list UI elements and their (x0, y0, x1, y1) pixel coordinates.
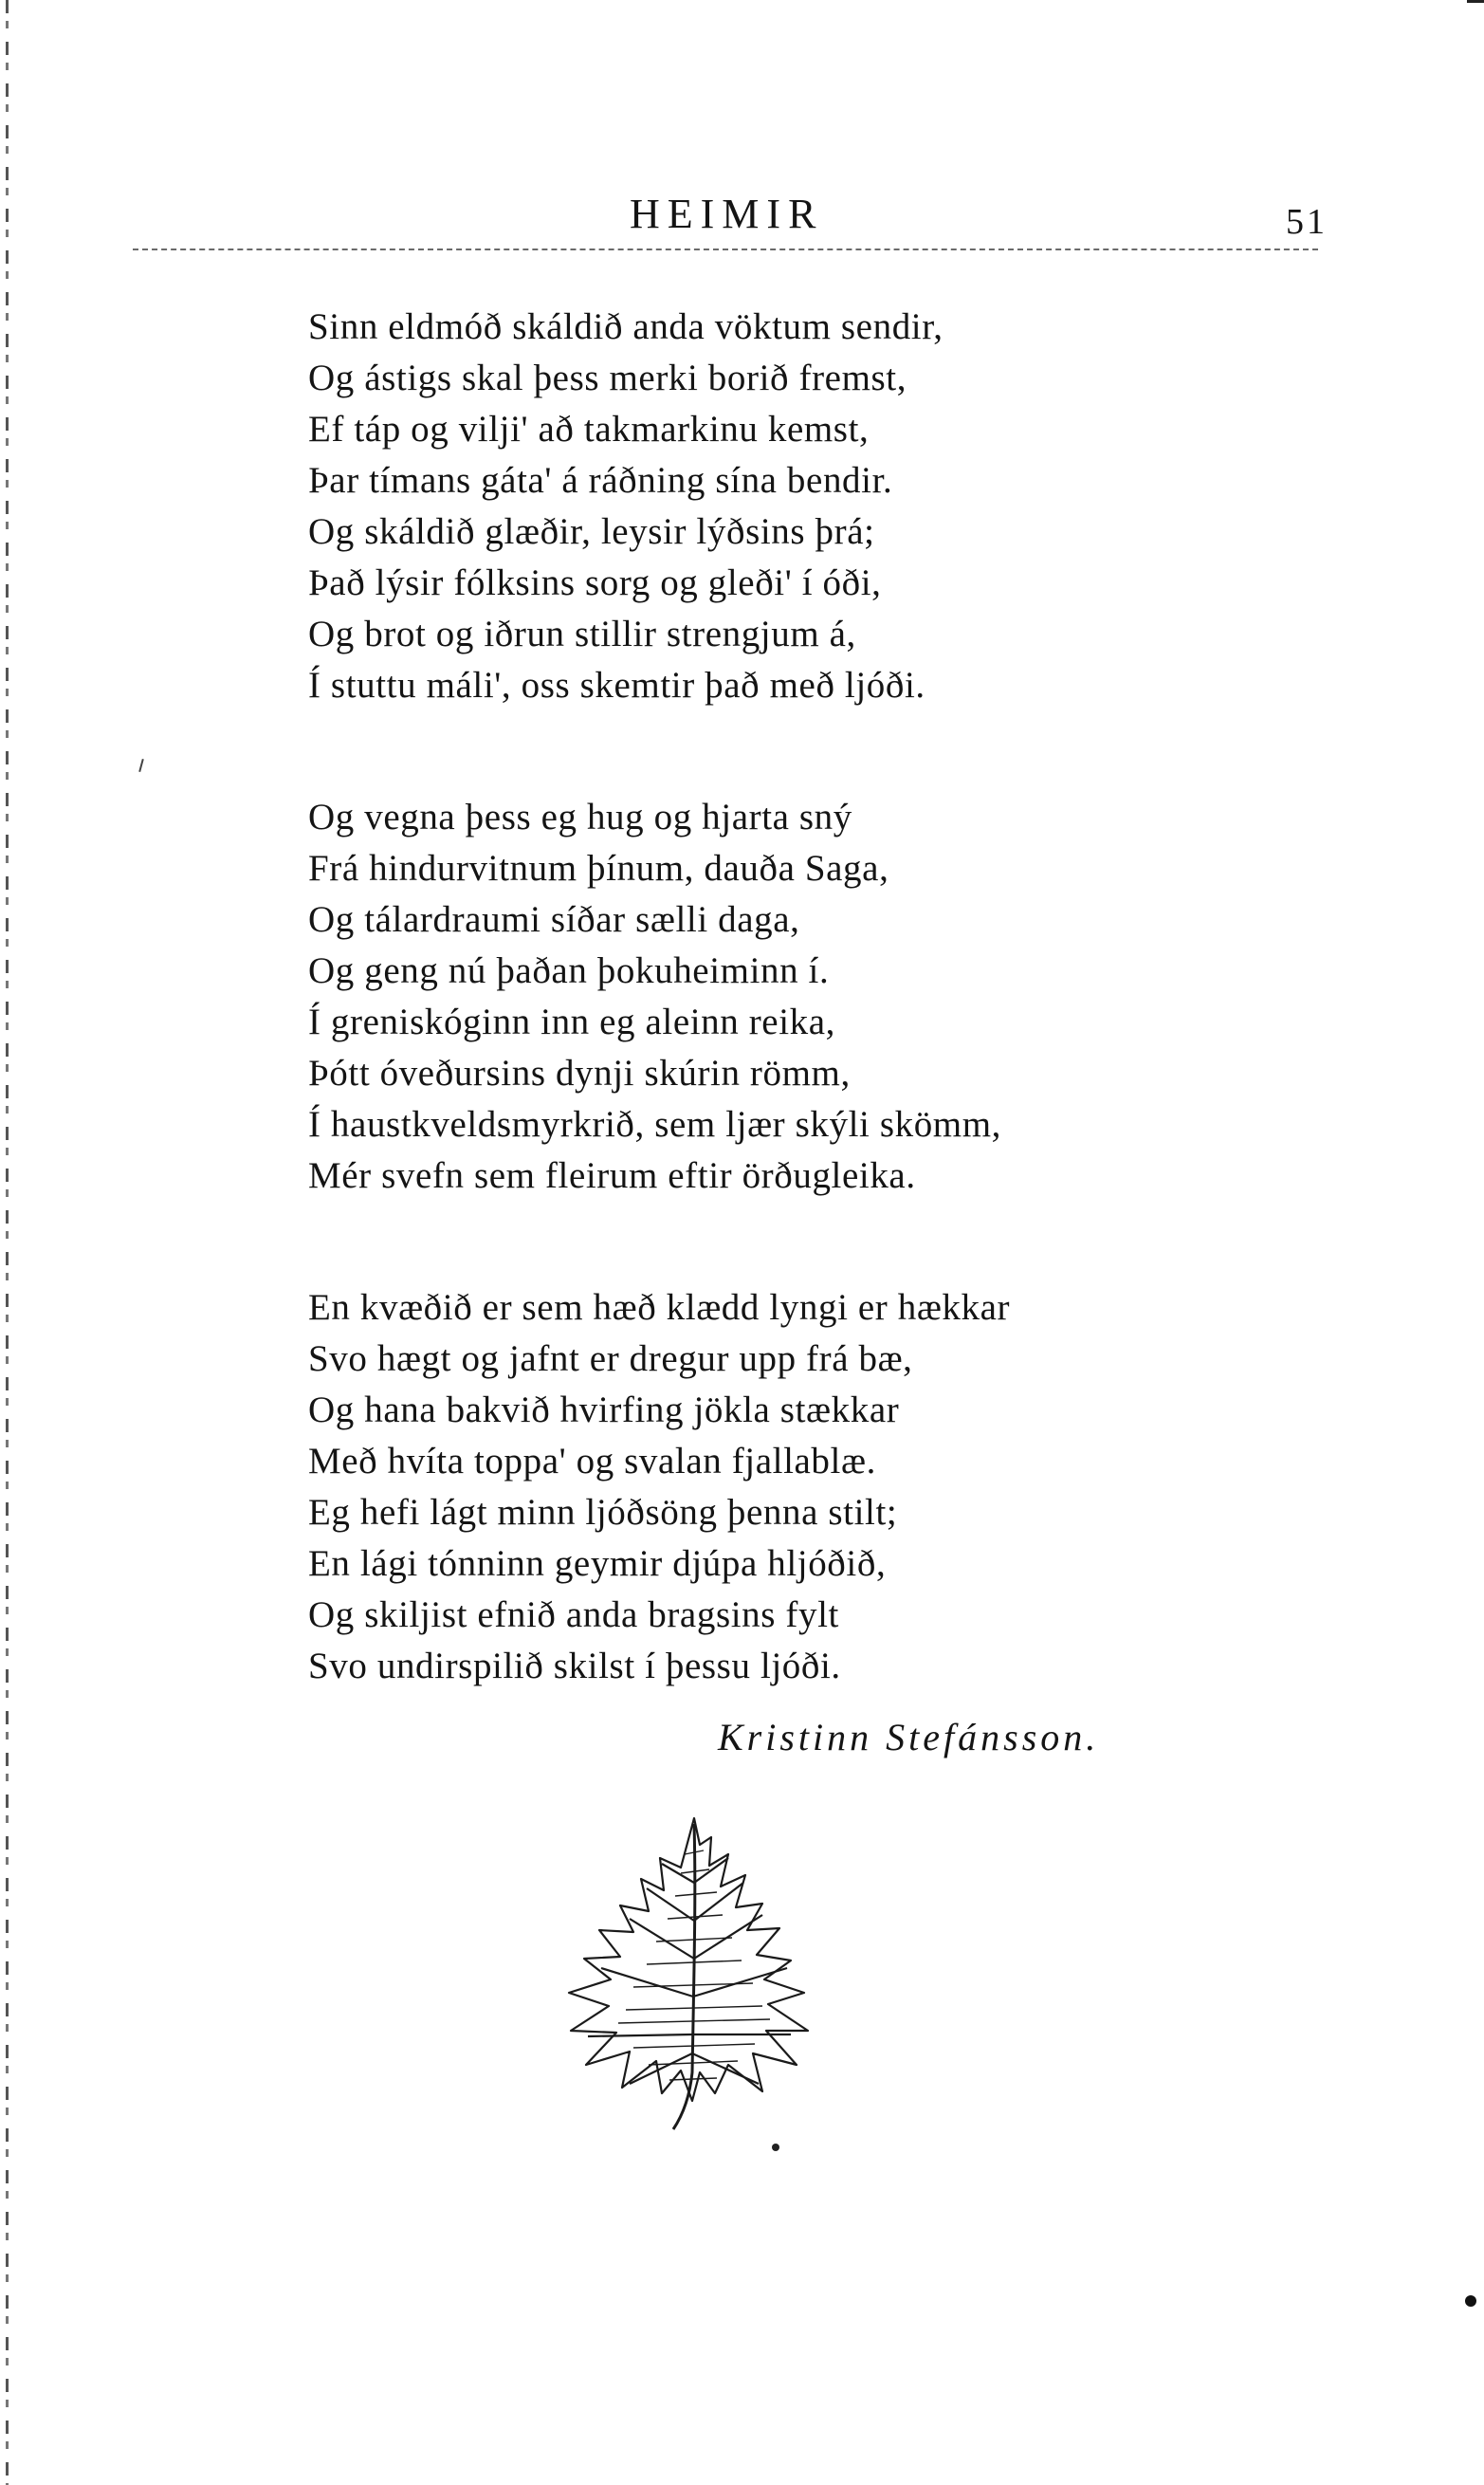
poem-line: Og hana bakvið hvirfing jökla stækkar (308, 1390, 900, 1430)
poem-line: Og vegna þess eg hug og hjarta sný (308, 797, 852, 838)
stanza-2 (308, 792, 1256, 1202)
page-number: 51 (1286, 202, 1328, 242)
poem-line: Ef táp og vilji' að takmarkinu kemst, (308, 409, 870, 450)
poem-line: Og geng nú þaðan þokuheiminn í. (308, 950, 830, 991)
running-head (0, 190, 1484, 247)
poem-line: En kvæðið er sem hæð klædd lyngi er hækkar (308, 1287, 1011, 1328)
author-signature: Kristinn Stefánsson. (718, 1716, 1100, 1758)
poem-line: Í stuttu máli', oss skemtir það með ljóði. (308, 665, 925, 706)
stray-dot (1465, 2295, 1476, 2307)
poem-line: Sinn eldmóð skáldið anda vöktum sendir, (308, 306, 944, 347)
poem-line: Með hvíta toppa' og svalan fjallablæ. (308, 1441, 876, 1482)
ornament-dot (772, 2144, 779, 2151)
poem-line: Í haustkveldsmyrkrið, sem ljær skýli skömm, (308, 1104, 1002, 1145)
stanza-1 (308, 302, 1256, 711)
poem-line: Og skáldið glæðir, leysir lýðsins þrá; (308, 511, 875, 552)
scan-edge (6, 0, 9, 2485)
stray-mark (138, 759, 144, 772)
poem-line: Svo hægt og jafnt er dregur upp frá bæ, (308, 1338, 913, 1379)
poem-line: Þótt óveðursins dynji skúrin römm, (308, 1053, 851, 1094)
poem-line: Í greniskóginn inn eg aleinn reika, (308, 1002, 836, 1042)
poem-line: Það lýsir fólksins sorg og gleði' í óði, (308, 562, 882, 603)
leaf-ornament-icon (542, 1816, 836, 2134)
poem-line: Og tálardraumi síðar sælli daga, (308, 899, 800, 940)
header-rule (133, 248, 1318, 250)
poem-line: Og brot og iðrun stillir strengjum á, (308, 614, 856, 654)
poem-line: Og skiljist efnið anda bragsins fylt (308, 1594, 839, 1635)
poem-line: Og ástigs skal þess merki borið fremst, (308, 358, 907, 398)
poem-line: Svo undirspilið skilst í þessu ljóði. (308, 1646, 841, 1686)
poem-line: Eg hefi lágt minn ljóðsöng þenna stilt; (308, 1492, 898, 1533)
poem (308, 302, 1256, 1773)
corner-mark (1467, 0, 1484, 3)
stanza-3 (308, 1282, 1256, 1692)
poem-line: Þar tímans gáta' á ráðning sína bendir. (308, 460, 893, 501)
running-title: HEIMIR (630, 191, 824, 237)
poem-line: Mér svefn sem fleirum eftir örðugleika. (308, 1155, 916, 1196)
poem-line: Frá hindurvitnum þínum, dauða Saga, (308, 848, 889, 889)
poem-line: En lági tónninn geymir djúpa hljóðið, (308, 1543, 887, 1584)
